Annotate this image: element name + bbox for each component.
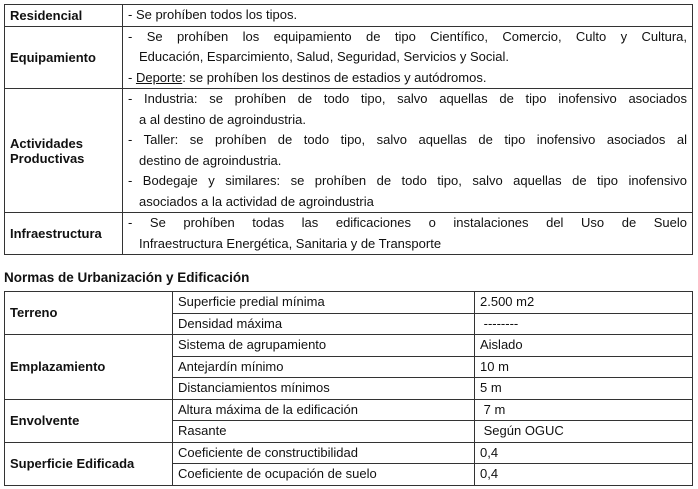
restriction-line [128,68,687,89]
norm-row [5,335,693,357]
restriction-line: Educación, Esparcimiento, Salud, Seguridad, Servicios y Social. [139,49,509,64]
norm-parameter: Altura máxima de la edificación [173,399,475,421]
norm-parameter: Antejardín mínimo [173,356,475,378]
norm-value: Según OGUC [475,421,693,443]
restriction-line: destino de agroindustria. [139,152,282,168]
norm-row [5,442,693,464]
norm-row [5,292,693,314]
norm-group: Emplazamiento [5,335,173,400]
norm-value: 2.500 m2 [475,292,693,314]
bullet: - [128,69,136,85]
norm-group: Envolvente [5,399,173,442]
use-restriction [123,213,693,255]
use-label: Actividades Productivas [5,89,123,213]
norms-heading: Normas de Urbanización y Edificación [4,270,250,285]
norm-parameter: Rasante [173,421,475,443]
use-label: Residencial [5,5,123,27]
norm-value: 0,4 [475,442,693,464]
norms-table [4,291,693,486]
norm-value: 0,4 [475,464,693,486]
use-label: Equipamiento [5,26,123,89]
use-row [5,213,693,255]
use-restriction [123,89,693,213]
norm-parameter: Densidad máxima [173,313,475,335]
use-restriction [123,26,693,89]
norm-value: 10 m [475,356,693,378]
line-text: : se prohíben los destinos de estadios y autódromos. [182,69,487,85]
restriction-line: a al destino de agroindustria. [139,111,306,127]
norm-row [5,399,693,421]
restriction-line: Infraestructura Energética, Sanitaria y de Transporte [139,235,442,251]
use-row [5,26,693,89]
restriction-line: asociados a la actividad de agroindustria [139,193,374,209]
norm-value: 7 m [475,399,693,421]
use-row [5,5,693,27]
norm-value: -------- [475,313,693,335]
restriction-line: - Se prohíben todos los tipos. [128,7,298,22]
restriction-line: - Industria: se prohíben de todo tipo, salvo aquellas de tipo inofensivo asociados [128,91,687,106]
norm-parameter: Sistema de agrupamiento [173,335,475,357]
norm-parameter: Coeficiente de constructibilidad [173,442,475,464]
norm-group: Superficie Edificada [5,442,173,485]
use-label: Infraestructura [5,213,123,255]
restriction-line: - Taller: se prohíben de todo tipo, salvo aquellas de tipo inofensivo asociados al [128,132,687,147]
norm-parameter: Coeficiente de ocupación de suelo [173,464,475,486]
use-restriction [123,5,693,27]
underlined-term: Deporte [135,69,183,85]
norm-parameter: Superficie predial mínima [173,292,475,314]
restriction-line: - Se prohíben todas las edificaciones o instalaciones del Uso de Suelo [128,215,687,230]
norm-parameter: Distanciamientos mínimos [173,378,475,400]
norm-value: Aislado [475,335,693,357]
land-use-table [4,4,693,255]
restriction-line: - Se prohíben los equipamiento de tipo Científico, Comercio, Culto y Cultura, [128,28,687,44]
restriction-line: - Bodegaje y similares: se prohíben de todo tipo, salvo aquellas de tipo inofensivo [128,173,687,188]
norm-group: Terreno [5,292,173,335]
use-row [5,89,693,213]
norm-value: 5 m [475,378,693,400]
